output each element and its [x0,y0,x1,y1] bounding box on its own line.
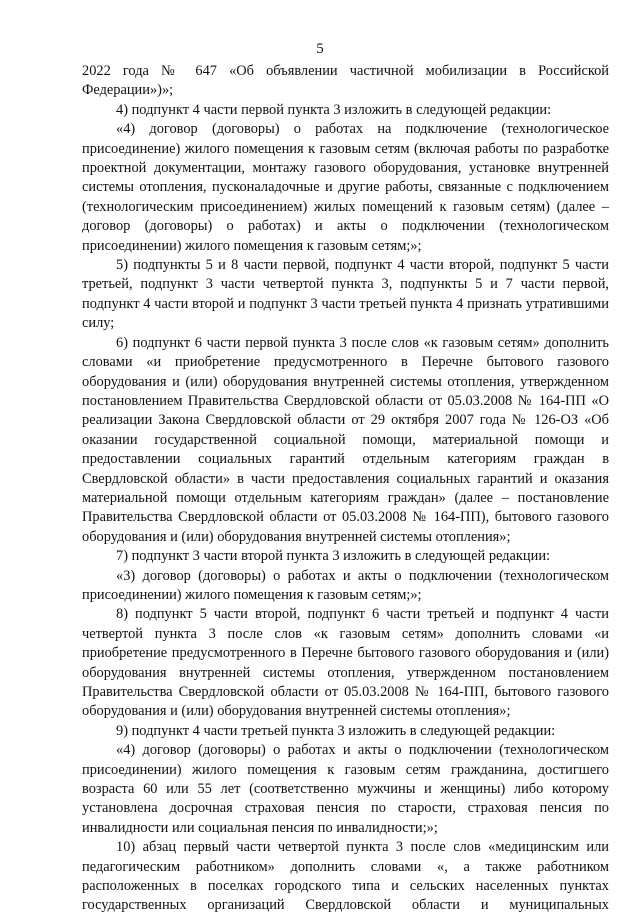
paragraph-item-7-text: «3) договор (договоры) о работах и акты о подключении (технологическом присоединении) жилого помещения к газовым сетям;»; [82,567,609,603]
paragraph-item-5: 5) подпункты 5 и 8 части первой, подпункт 4 части второй, подпункт 5 части третьей, подпункт 3 части четвертой пункта 3, подпункты 5 и 7 части первой, подпункт 4 части второй и подпункт 3 части третьей пункта 4 признать утратившими силу; [82,257,609,332]
paragraph-item-10: 10) абзац первый части четвертой пункта 3 после слов «медицинским или педагогическим работником» дополнить словами «, а также работником расположенных в поселках городского типа и сельских населенных пунктах государственных организаций Свердловской области и муниципальных [82,839,609,914]
document-body [82,62,609,916]
paragraph-item-4-text: «4) договор (договоры) о работах на подключение (технологическое присоединение) жилого помещения к газовым сетям (включая работы по разработке проектной документации, монтажу газового оборудования, установке внутренней системы отопления, пусконаладочные и другие работы, связанные с подключением (технологическим присоединением) жилых помещений к газовым сетям) (далее – договор (договоры) о работах) и акты о подключении (технологическом присоединении) жилого помещения к газовым сетям;»; [82,121,609,254]
paragraph-item-7: 7) подпункт 3 части второй пункта 3 изложить в следующей редакции: [116,548,551,565]
paragraph-continuation: 2022 года № 647 «Об объявлении частичной мобилизации в Российской Федерации»)»; [82,63,609,99]
paragraph-item-6: 6) подпункт 6 части первой пункта 3 после слов «к газовым сетям» дополнить словами «и приобретение предусмотренного в Перечне бытового газового оборудования и (или) оборудования внутренней системы отопления, утвержденном постановлением Правительства Свердловской области от 05.03.2008 № 164-ПП «О реализации Закона Свердловской области от 29 октября 2007 года № 126-ОЗ «Об оказании государственной социальной помощи, материальной помощи и предоставлении социальных гарантий отдельным категориям граждан в Свердловской области» в части предоставления социальных гарантий и оказания материальной помощи отдельным категориям граждан» (далее – постановление Правительства Свердловской области от 05.03.2008 № 164-ПП), бытового газового оборудования и (или) оборудования внутренней системы отопления»; [82,334,609,545]
paragraph-item-9: 9) подпункт 4 части третьей пункта 3 изложить в следующей редакции: [116,722,556,739]
paragraph-item-4: 4) подпункт 4 части первой пункта 3 изложить в следующей редакции: [116,101,552,118]
page-number: 5 [316,41,324,57]
paragraph-item-8: 8) подпункт 5 части второй, подпункт 6 части третьей и подпункт 4 части четвертой пункта 3 после слов «к газовым сетям» дополнить словами «и приобретение предусмотренного в Перечне бытового газового оборудования и (или) оборудования внутренней системы отопления, утвержденном постановлением Правительства Свердловской области от 05.03.2008 № 164-ПП, бытового газового оборудования и (или) оборудования внутренней системы отопления»; [82,606,609,720]
paragraph-item-9-text: «4) договор (договоры) о работах и акты о подключении (технологическом присоединении) жилого помещения к газовым сетям гражданина, достигшего возраста 60 или 55 лет (соответственно мужчины и женщины) либо которому установлена досрочная страховая пенсия по старости, страховая пенсия по инвалидности или социальная пенсия по инвалидности;»; [82,742,609,836]
